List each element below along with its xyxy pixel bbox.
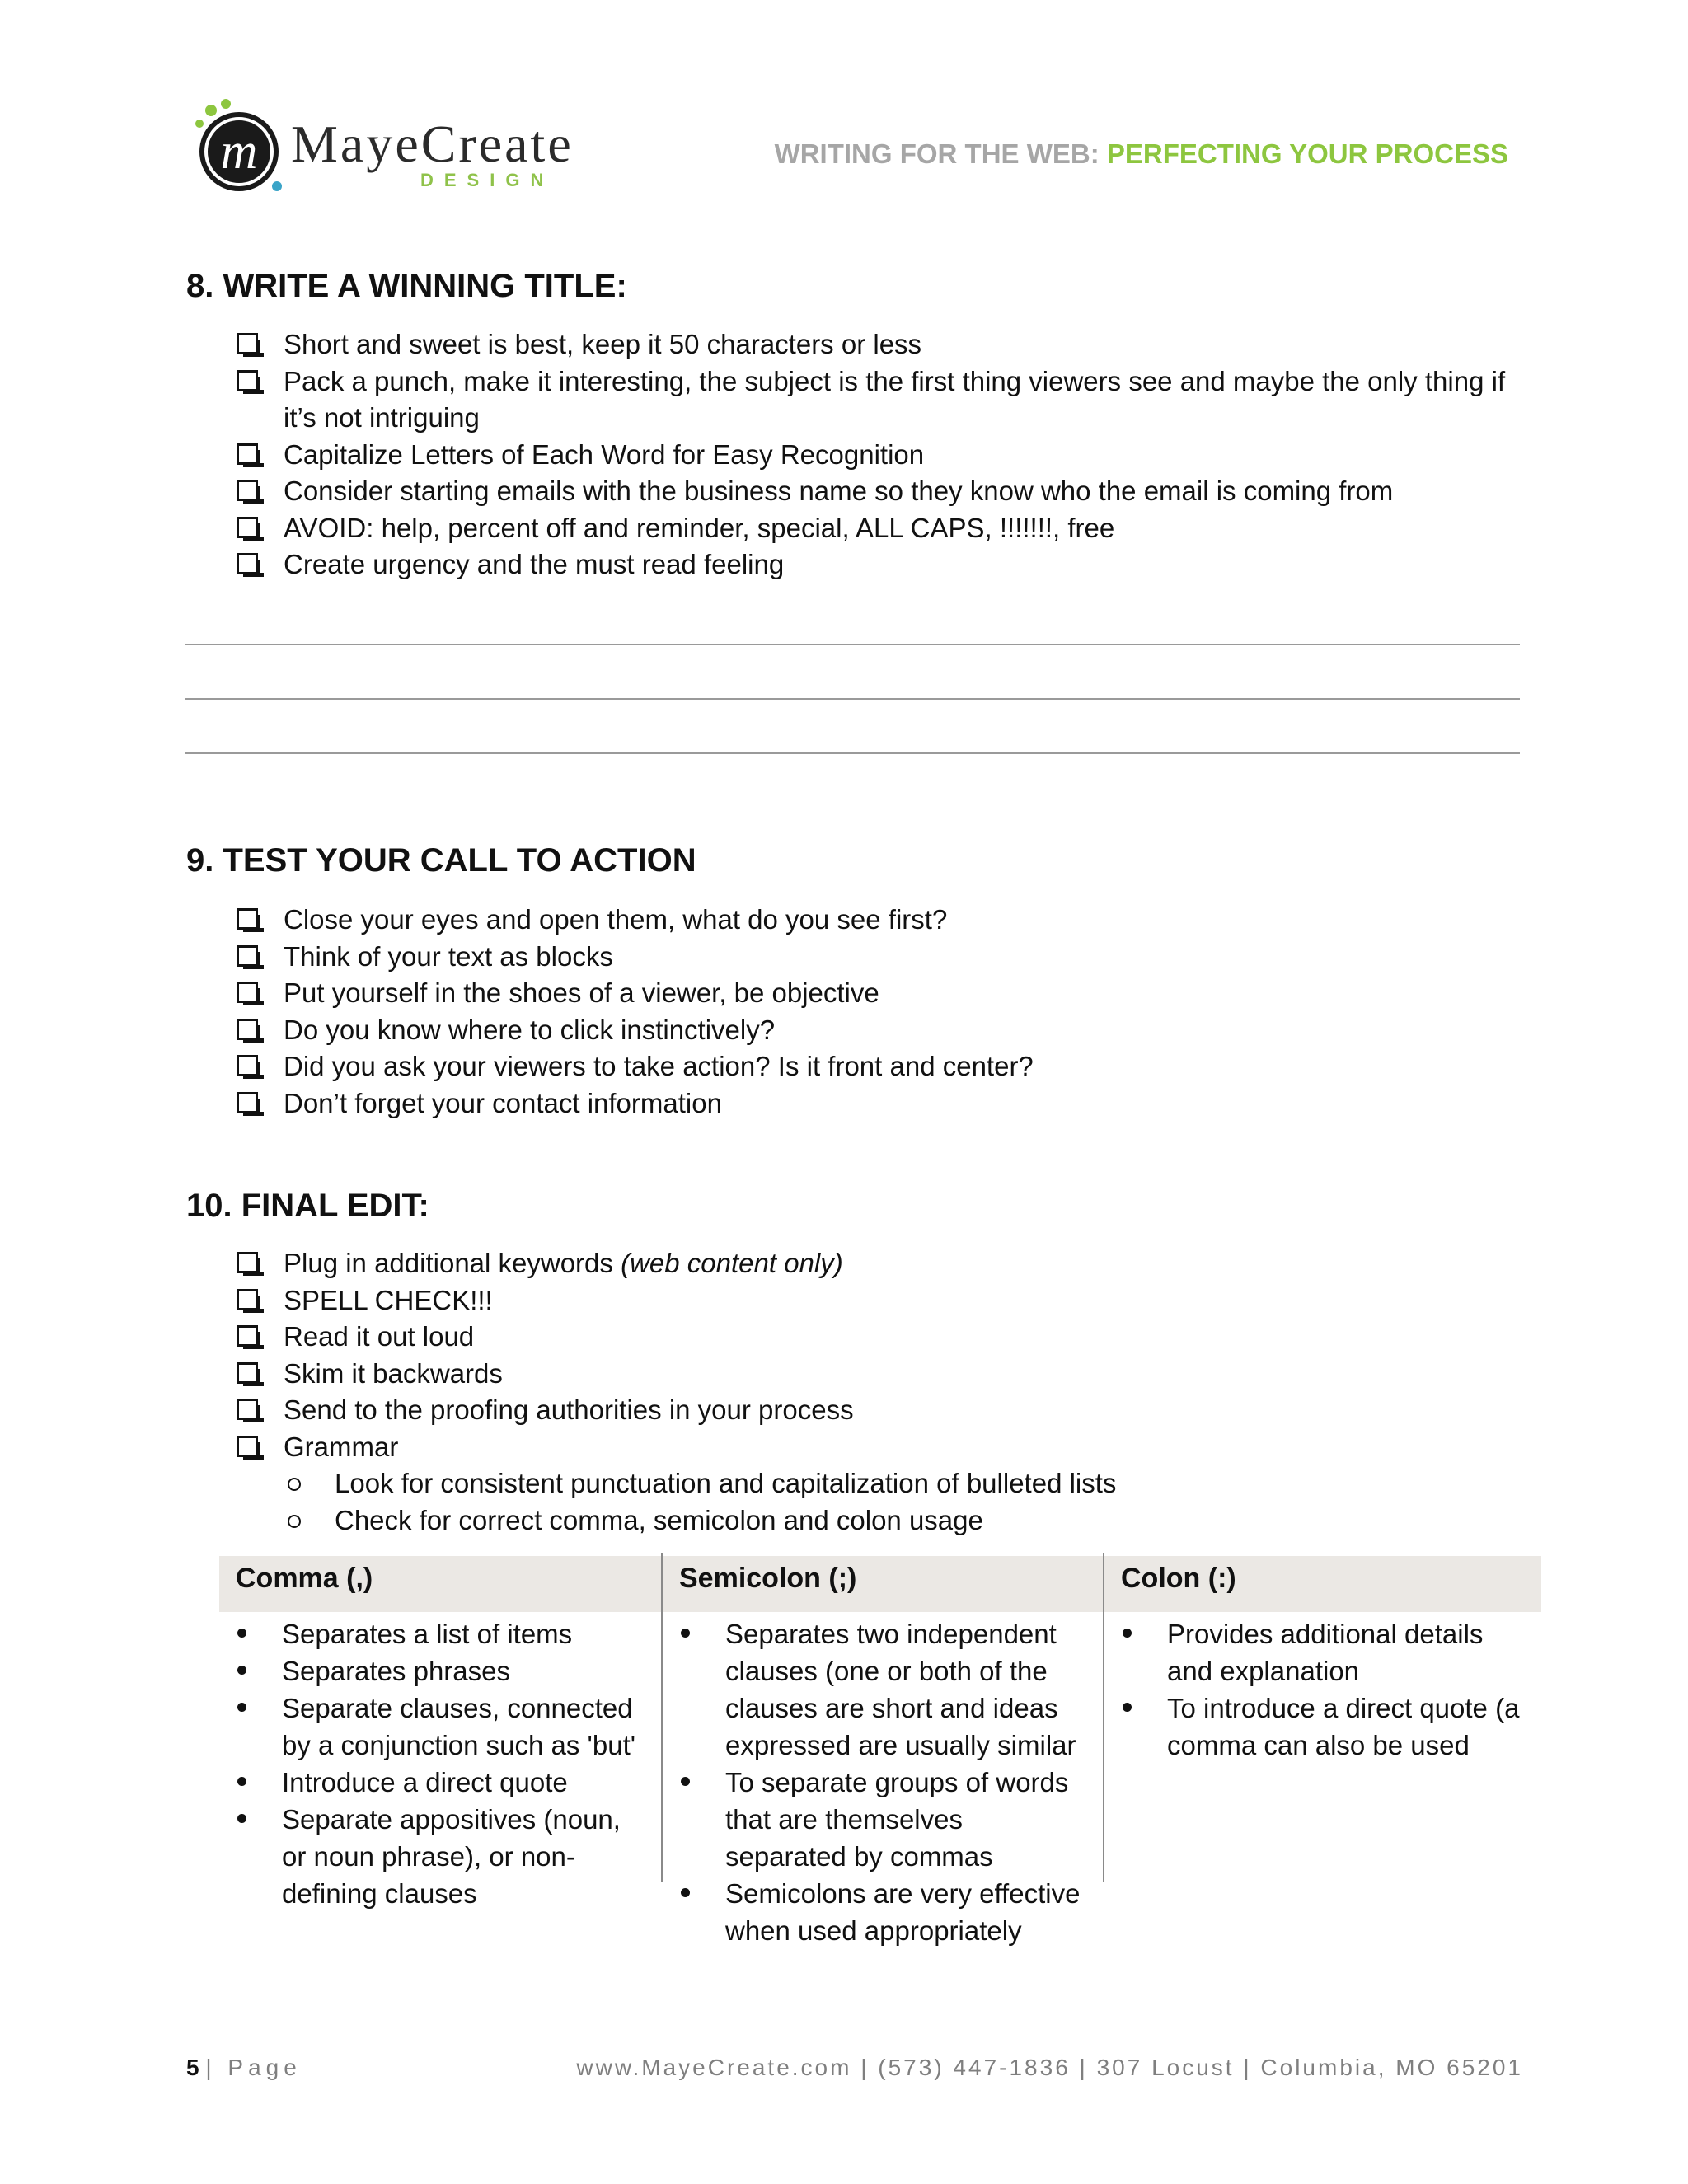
section-8-checklist <box>237 326 1539 583</box>
checkbox-icon <box>237 370 258 391</box>
footer-contact: www.MayeCreate.com | (573) 447-1836 | 307 Locust | Columbia, MO 65201 <box>576 2055 1523 2080</box>
list-item: Did you ask your viewers to take action? Is it front and center? <box>237 1048 1539 1085</box>
section-8-title: 8. WRITE A WINNING TITLE: <box>186 268 627 304</box>
list-item: Pack a punch, make it interesting, the subject is the first thing viewers see and maybe the only thing if it’s not intriguing <box>237 363 1539 437</box>
header-highlight: PERFECTING YOUR PROCESS <box>1106 138 1508 169</box>
list-item: Capitalize Letters of Each Word for Easy Recognition <box>237 437 1539 474</box>
list-item: Separates two independent clauses (one or both of the clauses are short and ideas expressed are usually similar <box>663 1615 1103 1764</box>
section-10-title: 10. FINAL EDIT: <box>186 1188 429 1224</box>
logo-wordmark: MayeCreate <box>291 115 574 173</box>
writing-line <box>185 752 1520 754</box>
checkbox-icon <box>237 480 258 501</box>
list-item: Plug in additional keywords (web content only) <box>237 1245 1539 1282</box>
checkbox-icon <box>237 1362 258 1384</box>
bullet-icon <box>681 1888 690 1897</box>
list-item: Semicolons are very effective when used appropriately <box>663 1875 1103 1949</box>
list-item: Provides additional details and explanation <box>1104 1615 1541 1690</box>
list-item: To introduce a direct quote (a comma can also be used <box>1104 1690 1541 1764</box>
list-item: Think of your text as blocks <box>237 939 1539 976</box>
svg-text:m: m <box>220 124 258 180</box>
bullet-icon <box>237 1629 246 1638</box>
list-item: Separate appositives (noun, or noun phrase), or non-defining clauses <box>219 1801 661 1912</box>
bullet-icon <box>237 1814 246 1823</box>
table-cell-colon <box>1103 1553 1541 1882</box>
table-cell-comma <box>219 1553 661 1909</box>
bullet-icon <box>237 1777 246 1786</box>
checkbox-icon <box>237 443 258 465</box>
list-item: Introduce a direct quote <box>219 1764 661 1801</box>
checkbox-icon <box>237 908 258 930</box>
header-prefix: WRITING FOR THE WEB: <box>774 138 1100 169</box>
grammar-sublist <box>237 1465 1539 1539</box>
logo-subtitle: DESIGN <box>420 170 555 190</box>
list-item: Read it out loud <box>237 1319 1539 1356</box>
writing-line <box>185 644 1520 645</box>
list-item: Send to the proofing authorities in your process <box>237 1392 1539 1429</box>
bullet-icon <box>237 1666 246 1675</box>
list-item: Separates phrases <box>219 1652 661 1690</box>
sub-list-item: Check for correct comma, semicolon and colon usage <box>237 1502 1539 1540</box>
list-item: Don’t forget your contact information <box>237 1085 1539 1122</box>
list-item: Consider starting emails with the business name so they know who the email is coming from <box>237 473 1539 510</box>
table-header-colon: Colon (:) <box>1103 1556 1541 1612</box>
list-item: Create urgency and the must read feeling <box>237 546 1539 583</box>
list-item: Skim it backwards <box>237 1356 1539 1393</box>
list-item: Close your eyes and open them, what do you see first? <box>237 902 1539 939</box>
checkbox-icon <box>237 1399 258 1420</box>
table-header-comma: Comma (,) <box>236 1563 373 1594</box>
checkbox-icon <box>237 1019 258 1040</box>
bullet-icon <box>681 1777 690 1786</box>
list-item: Separate clauses, connected by a conjunction such as 'but' <box>219 1690 661 1764</box>
bullet-icon <box>237 1703 246 1712</box>
section-10-checklist <box>237 1245 1539 1539</box>
sub-list-item: Look for consistent punctuation and capitalization of bulleted lists <box>237 1465 1539 1502</box>
document-header-title <box>775 138 1508 170</box>
list-item: Grammar Look for consistent punctuation and capitalization of bulleted lists Check for correct comma, semicolon and colon usage <box>237 1429 1539 1540</box>
list-item: Separates a list of items <box>219 1615 661 1652</box>
section-9-checklist <box>237 902 1539 1122</box>
checkbox-icon <box>237 945 258 967</box>
checkbox-icon <box>237 333 258 354</box>
bullet-icon <box>681 1629 690 1638</box>
bullet-icon <box>1123 1629 1132 1638</box>
checkbox-icon <box>237 553 258 574</box>
punctuation-table <box>219 1556 1541 1946</box>
section-9-title: 9. TEST YOUR CALL TO ACTION <box>186 842 696 879</box>
circle-bullet-icon <box>288 1515 301 1528</box>
checkbox-icon <box>237 1252 258 1273</box>
list-item: Do you know where to click instinctively? <box>237 1012 1539 1049</box>
mayecreate-m-icon <box>188 96 291 194</box>
checkbox-icon <box>237 1055 258 1076</box>
checkbox-icon <box>237 1289 258 1310</box>
checkbox-icon <box>237 982 258 1003</box>
circle-bullet-icon <box>288 1478 301 1491</box>
list-item: To separate groups of words that are themselves separated by commas <box>663 1764 1103 1875</box>
company-logo <box>188 96 575 194</box>
checkbox-icon <box>237 1092 258 1113</box>
bullet-icon <box>1123 1703 1132 1712</box>
checkbox-icon <box>237 1325 258 1347</box>
list-item: AVOID: help, percent off and reminder, special, ALL CAPS, !!!!!!!, free <box>237 510 1539 547</box>
writing-line <box>185 698 1520 700</box>
page-number: 5 | Page <box>186 2055 302 2080</box>
checkbox-icon <box>237 1436 258 1457</box>
table-cell-semicolon <box>661 1553 1103 1946</box>
table-header-semicolon: Semicolon (;) <box>661 1556 1103 1612</box>
list-item: Short and sweet is best, keep it 50 characters or less <box>237 326 1539 363</box>
list-item: SPELL CHECK!!! <box>237 1282 1539 1319</box>
table-body-row <box>219 1553 1541 1946</box>
checkbox-icon <box>237 517 258 538</box>
list-item: Put yourself in the shoes of a viewer, be objective <box>237 975 1539 1012</box>
